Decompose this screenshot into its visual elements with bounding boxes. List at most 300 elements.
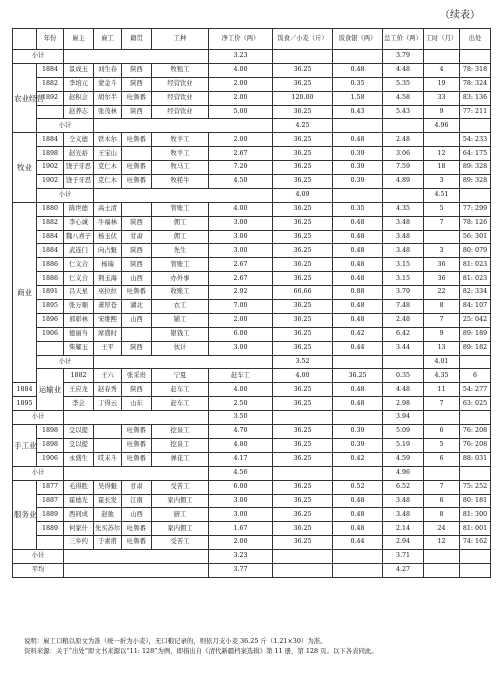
total-cell: 4.48 <box>383 383 424 397</box>
origin-cell: 吐鲁番 <box>122 175 152 189</box>
food-silver-cell: 0.39 <box>333 438 383 452</box>
total-cell: 4.48 <box>383 63 424 77</box>
wage-cell: 4.00 <box>209 63 273 77</box>
food-silver-cell: 0.48 <box>333 522 383 536</box>
empty-cell <box>64 50 209 64</box>
header-cell: 出处 <box>460 29 491 50</box>
job-cell: 管账工 <box>152 258 209 272</box>
wage-cell: 4.09 <box>273 188 333 202</box>
origin-cell: 吐鲁番 <box>122 438 152 452</box>
food-cell: 36.25 <box>273 438 333 452</box>
months-cell: 7 <box>424 397 460 411</box>
total-cell: 4.96 <box>424 119 460 133</box>
source-cell: 89: 328 <box>460 161 491 175</box>
empty-cell <box>94 119 273 133</box>
food-silver-cell: 0.48 <box>333 133 383 147</box>
source-cell: 54: 233 <box>460 133 491 147</box>
months-cell: 6 <box>424 494 460 508</box>
source-cell: 81: 023 <box>460 258 491 272</box>
employer-cell: 殳以提 <box>64 425 94 439</box>
total-cell: 2.14 <box>383 522 424 536</box>
food-cell: 36.25 <box>273 327 333 341</box>
employer-cell: 仝义德 <box>64 133 94 147</box>
year-cell: 1898 <box>37 425 64 439</box>
total-cell: 3.94 <box>383 411 424 425</box>
worker-cell: 宋维熙 <box>94 313 122 327</box>
source-cell: 75: 252 <box>460 480 491 494</box>
source-cell: 76: 208 <box>460 438 491 452</box>
year-cell <box>37 105 64 119</box>
job-cell: 家内佣工 <box>152 522 209 536</box>
food-silver-cell: 0.48 <box>333 244 383 258</box>
empty-cell <box>424 50 460 64</box>
empty-cell <box>383 119 424 133</box>
food-cell: 36.25 <box>273 522 333 536</box>
food-silver-cell: 0.35 <box>383 369 424 383</box>
source-cell: 89: 182 <box>460 341 491 355</box>
food-silver-cell: 0.42 <box>333 327 383 341</box>
job-cell: 赶车工 <box>152 397 209 411</box>
months-cell: 5 <box>424 438 460 452</box>
food-cell: 36.25 <box>273 133 333 147</box>
wage-cell: 4.70 <box>209 425 273 439</box>
job-cell: 挖泉工 <box>152 425 209 439</box>
origin-cell: 山东 <box>122 397 152 411</box>
origin-cell: 陕西 <box>122 383 152 397</box>
wage-cell: 4.25 <box>273 119 333 133</box>
subtotal-label: 小计 <box>13 550 64 564</box>
food-cell: 36.25 <box>273 536 333 550</box>
worker-cell: 张茂林 <box>94 105 122 119</box>
origin-cell: 山西 <box>122 272 152 286</box>
months-cell: 19 <box>424 77 460 91</box>
food-silver-cell: 0.48 <box>333 383 383 397</box>
table-row <box>13 397 491 411</box>
employer-cell: 饶子牙思 <box>64 161 94 175</box>
employer-cell: 李会 <box>64 397 94 411</box>
year-cell: 1891 <box>37 286 64 300</box>
wage-cell: 4.17 <box>209 452 273 466</box>
source-cell: 80: 181 <box>460 494 491 508</box>
total-cell: 4.51 <box>424 188 460 202</box>
worker-cell: 赵春秀 <box>94 383 122 397</box>
wage-cell: 2.67 <box>209 272 273 286</box>
employer-cell: 张万顺 <box>64 300 94 314</box>
empty-cell <box>424 466 460 480</box>
total-cell: 3.44 <box>383 341 424 355</box>
employer-cell: 柴耀玉 <box>64 341 94 355</box>
empty-cell <box>424 563 460 577</box>
year-cell: 1884 <box>37 63 64 77</box>
origin-cell <box>122 147 152 161</box>
year-cell: 1898 <box>37 438 64 452</box>
wage-cell: 2.67 <box>209 147 273 161</box>
source-cell: 81: 001 <box>460 522 491 536</box>
origin-cell: 陕西 <box>122 77 152 91</box>
empty-cell <box>333 355 383 369</box>
worker-cell: 刘生春 <box>94 63 122 77</box>
total-cell: 4.96 <box>383 466 424 480</box>
year-cell: 1884 <box>37 230 64 244</box>
food-cell: 36.25 <box>273 341 333 355</box>
subtotal-row <box>13 550 491 564</box>
months-cell: 36 <box>424 258 460 272</box>
wage-cell: 4.80 <box>209 438 273 452</box>
job-cell: 佣工 <box>152 216 209 230</box>
table-row <box>13 175 491 189</box>
months-cell: 6 <box>460 369 491 383</box>
employer-cell: 李培元 <box>64 77 94 91</box>
wage-cell: 4.00 <box>209 383 273 397</box>
food-cell: 36.25 <box>273 383 333 397</box>
table-row <box>13 522 491 536</box>
empty-cell <box>333 550 383 564</box>
source-cell: 78: 318 <box>460 63 491 77</box>
origin-cell: 吐鲁番 <box>122 452 152 466</box>
employer-cell: 武连门 <box>64 244 94 258</box>
continued-label: （续表） <box>440 10 480 21</box>
food-silver-cell: 0.48 <box>333 258 383 272</box>
total-cell: 2.48 <box>383 133 424 147</box>
header-cell: 工时（月） <box>424 29 460 50</box>
table-row <box>13 230 491 244</box>
wage-cell: 3.00 <box>209 341 273 355</box>
food-cell: 36.25 <box>273 480 333 494</box>
food-silver-cell: 0.88 <box>333 286 383 300</box>
wage-cell: 2.00 <box>209 536 273 550</box>
months-cell: 36 <box>424 272 460 286</box>
wage-cell: 2.00 <box>209 313 273 327</box>
year-cell: 1895 <box>37 300 64 314</box>
source-cell: 83: 136 <box>460 91 491 105</box>
source-cell: 76: 208 <box>460 425 491 439</box>
source-cell: 81: 023 <box>460 272 491 286</box>
subtotal-label: 小计 <box>13 411 64 425</box>
food-cell: 66.66 <box>273 286 333 300</box>
table-row <box>13 300 491 314</box>
subtotal-label: 小计 <box>37 355 94 369</box>
wage-cell: 3.23 <box>209 50 273 64</box>
subtotal-row <box>13 188 491 202</box>
worker-cell: 克仁木 <box>94 175 122 189</box>
job-cell: 厨工 <box>152 508 209 522</box>
food-silver-cell: 0.48 <box>333 230 383 244</box>
job-cell: 弹花工 <box>152 452 209 466</box>
employer-cell: 德丽当 <box>64 327 94 341</box>
origin-cell: 陕西 <box>122 244 152 258</box>
origin-cell: 陕西 <box>122 258 152 272</box>
empty-cell <box>333 188 383 202</box>
total-cell: 2.94 <box>383 536 424 550</box>
months-cell: 6 <box>424 425 460 439</box>
subtotal-label: 小计 <box>13 466 64 480</box>
year-cell <box>37 341 64 355</box>
food-silver-cell: 0.52 <box>333 480 383 494</box>
wage-cell: 3.00 <box>209 216 273 230</box>
year-cell: 1889 <box>37 508 64 522</box>
wage-cell: 3.00 <box>209 230 273 244</box>
worker-cell: 王宝山 <box>94 147 122 161</box>
wage-cell: 2.00 <box>209 133 273 147</box>
empty-cell <box>333 119 383 133</box>
worker-cell: 席盛时 <box>94 327 122 341</box>
total-cell: 3.48 <box>383 244 424 258</box>
job-cell: 伙计 <box>152 341 209 355</box>
year-cell: 1886 <box>37 272 64 286</box>
food-cell: 36.25 <box>273 272 333 286</box>
total-cell: 4.59 <box>383 452 424 466</box>
source-cell: 78: 126 <box>460 216 491 230</box>
wage-cell: 3.00 <box>209 244 273 258</box>
total-cell: 3.79 <box>383 286 424 300</box>
employer-cell: 赵养志 <box>64 105 94 119</box>
months-cell: 6 <box>424 452 460 466</box>
months-cell <box>424 230 460 244</box>
table-row <box>13 452 491 466</box>
worker-cell: 向占魁 <box>94 244 122 258</box>
food-cell: 36.25 <box>273 105 333 119</box>
employer-cell: 王应龙 <box>64 383 94 397</box>
table-row <box>13 438 491 452</box>
wage-cell: 3.00 <box>209 508 273 522</box>
origin-cell: 吐鲁番 <box>122 161 152 175</box>
food-silver-cell: 1.58 <box>333 91 383 105</box>
table-row <box>13 272 491 286</box>
table-row <box>13 91 491 105</box>
year-cell: 1882 <box>37 216 64 230</box>
months-cell: 8 <box>424 508 460 522</box>
food-silver-cell: 0.48 <box>333 397 383 411</box>
worker-cell: 荆玉海 <box>94 272 122 286</box>
months-cell: 5 <box>424 202 460 216</box>
year-cell: 1882 <box>64 369 94 383</box>
food-silver-cell: 0.35 <box>333 202 383 216</box>
worker-cell: 王平 <box>94 341 122 355</box>
empty-cell <box>273 563 333 577</box>
food-silver-cell: 0.42 <box>333 452 383 466</box>
total-cell: 2.48 <box>383 313 424 327</box>
total-cell: 7.48 <box>383 300 424 314</box>
months-cell: 18 <box>424 161 460 175</box>
header-cell: 总工价（两） <box>383 29 424 50</box>
wage-cell: 1.67 <box>209 522 273 536</box>
months-cell: 11 <box>424 383 460 397</box>
total-cell: 4.01 <box>424 355 460 369</box>
note-source: 资料来源：关于“出处”即文书来源以“11: 128”为例，即指出自《清代新疆档案选辑》第 11 册，第 128 页。以下各表同此。 <box>24 647 378 655</box>
year-cell: 1902 <box>37 175 64 189</box>
empty-cell <box>424 411 460 425</box>
food-silver-cell: 0.48 <box>333 313 383 327</box>
header-cell: 工种 <box>152 29 209 50</box>
empty-cell <box>273 411 333 425</box>
months-cell: 7 <box>424 313 460 327</box>
food-cell: 36.25 <box>273 452 333 466</box>
origin-cell: 甘肃 <box>122 480 152 494</box>
source-cell: 81: 300 <box>460 508 491 522</box>
wage-cell: 3.77 <box>209 563 273 577</box>
job-cell: 牧羊工 <box>152 133 209 147</box>
total-cell: 3.15 <box>383 258 424 272</box>
employer-cell: 何家什 <box>64 522 94 536</box>
source-cell: 77: 211 <box>460 105 491 119</box>
worker-cell: 杨玉伏 <box>94 230 122 244</box>
job-cell: 受苦工 <box>152 536 209 550</box>
total-cell: 5.35 <box>383 77 424 91</box>
year-cell: 1906 <box>37 327 64 341</box>
origin-cell <box>122 327 152 341</box>
year-cell: 1906 <box>37 452 64 466</box>
empty-cell <box>460 188 491 202</box>
food-silver-cell: 0.44 <box>333 536 383 550</box>
job-cell: 经营饮业 <box>152 77 209 91</box>
food-silver-cell: 0.48 <box>333 272 383 286</box>
job-cell: 银钱工 <box>152 327 209 341</box>
subtotal-label: 小计 <box>13 50 64 64</box>
wage-cell: 3.00 <box>209 494 273 508</box>
food-cell: 36.25 <box>273 63 333 77</box>
job-cell: 牧羊工 <box>152 147 209 161</box>
total-cell: 5.43 <box>383 105 424 119</box>
total-cell: 7.59 <box>383 161 424 175</box>
employer-cell: 饶子牙思 <box>64 175 94 189</box>
empty-cell <box>333 563 383 577</box>
source-cell: 56: 301 <box>460 230 491 244</box>
header-cell: 雇主 <box>64 29 94 50</box>
table-row <box>13 161 491 175</box>
subtotal-row <box>13 355 491 369</box>
food-silver-cell: 0.35 <box>333 77 383 91</box>
subtotal-row <box>13 119 491 133</box>
job-cell: 管账工 <box>152 202 209 216</box>
origin-cell: 吐鲁番 <box>122 425 152 439</box>
table-row <box>13 244 491 258</box>
category-cell: 牧业 <box>13 133 37 202</box>
header-cell: 籍贯 <box>122 29 152 50</box>
origin-cell: 吐鲁番 <box>122 286 152 300</box>
months-cell: 13 <box>424 341 460 355</box>
empty-cell <box>460 50 491 64</box>
worker-cell: 张采贵 <box>122 369 152 383</box>
months-cell: 3 <box>424 244 460 258</box>
worker-cell <box>94 425 122 439</box>
empty-cell <box>333 411 383 425</box>
empty-cell <box>460 563 491 577</box>
worker-cell: 铁木尔 <box>94 133 122 147</box>
total-cell: 3.71 <box>383 550 424 564</box>
header-row <box>13 29 491 50</box>
subtotal-label: 小计 <box>37 188 94 202</box>
total-cell: 4.35 <box>424 369 460 383</box>
months-cell: 33 <box>424 91 460 105</box>
food-cell: 36.25 <box>273 147 333 161</box>
empty-cell <box>94 355 273 369</box>
employer-cell: 三乡约 <box>64 536 94 550</box>
header-cell: 年份 <box>37 29 64 50</box>
origin-cell: 吐鲁番 <box>122 91 152 105</box>
wage-cell: 6.00 <box>209 327 273 341</box>
worker-cell: 哎未斗 <box>94 452 122 466</box>
origin-cell <box>122 202 152 216</box>
year-cell: 1889 <box>37 522 64 536</box>
source-cell: 63: 025 <box>460 397 491 411</box>
food-cell: 36.25 <box>273 494 333 508</box>
food-silver-cell: 0.48 <box>333 216 383 230</box>
wage-cell: 7.00 <box>209 300 273 314</box>
empty-cell <box>460 466 491 480</box>
total-cell: 5.19 <box>383 438 424 452</box>
table-row <box>13 536 491 550</box>
job-cell: 经营饮业 <box>152 105 209 119</box>
job-cell: 挖泉工 <box>152 438 209 452</box>
origin-cell: 吐鲁番 <box>122 133 152 147</box>
food-cell: 36.25 <box>273 175 333 189</box>
origin-cell: 湖北 <box>122 300 152 314</box>
job-cell: 经营饮业 <box>152 91 209 105</box>
year-cell: 1902 <box>37 161 64 175</box>
wage-cell: 3.50 <box>209 411 273 425</box>
employer-cell: 赵光裕 <box>64 147 94 161</box>
food-silver-cell: 0.43 <box>333 105 383 119</box>
food-cell: 36.25 <box>273 397 333 411</box>
wage-cell: 2.00 <box>209 91 273 105</box>
wage-cell: 2.50 <box>209 397 273 411</box>
employer-cell: 邢彰林 <box>64 313 94 327</box>
job-cell: 家内佣工 <box>152 494 209 508</box>
worker-cell: 杨瑞 <box>94 258 122 272</box>
food-cell: 36.25 <box>273 216 333 230</box>
months-cell: 24 <box>424 522 460 536</box>
food-cell: 36.25 <box>273 230 333 244</box>
food-cell: 36.25 <box>333 369 383 383</box>
source-cell: 82: 334 <box>460 286 491 300</box>
months-cell: 9 <box>424 105 460 119</box>
job-cell: 赶车工 <box>209 369 273 383</box>
total-cell: 4.35 <box>383 202 424 216</box>
food-silver-cell: 0.39 <box>333 161 383 175</box>
wage-cell: 4.00 <box>209 202 273 216</box>
food-silver-cell: 0.48 <box>333 508 383 522</box>
months-cell: 12 <box>424 536 460 550</box>
total-cell: 3.48 <box>383 494 424 508</box>
worker-cell: 萧厚苍 <box>94 300 122 314</box>
food-cell: 36.25 <box>273 508 333 522</box>
table-row <box>13 369 491 383</box>
total-cell: 5.09 <box>383 425 424 439</box>
employer-cell: 永盛生 <box>64 452 94 466</box>
wage-cell: 7.20 <box>209 161 273 175</box>
food-silver-cell: 0.48 <box>333 63 383 77</box>
food-cell: 36.25 <box>273 313 333 327</box>
employer-cell: 殳以提 <box>64 438 94 452</box>
subtotal-row <box>13 563 491 577</box>
empty-cell <box>383 355 424 369</box>
employer-cell: 霍德光 <box>64 494 94 508</box>
header-cell: 净工价（两） <box>209 29 273 50</box>
subtotal-label: 平均 <box>13 563 64 577</box>
food-silver-cell: 0.48 <box>333 494 383 508</box>
job-cell: 赶车工 <box>152 383 209 397</box>
origin-cell: 陕西 <box>122 341 152 355</box>
source-cell: 74: 162 <box>460 536 491 550</box>
origin-cell: 山西 <box>122 313 152 327</box>
empty-cell <box>460 119 491 133</box>
table-row <box>13 133 491 147</box>
food-cell: 36.25 <box>273 77 333 91</box>
worker-cell: 高士清 <box>94 202 122 216</box>
table-row <box>13 147 491 161</box>
wage-cell: 3.23 <box>209 550 273 564</box>
year-cell: 1898 <box>37 147 64 161</box>
